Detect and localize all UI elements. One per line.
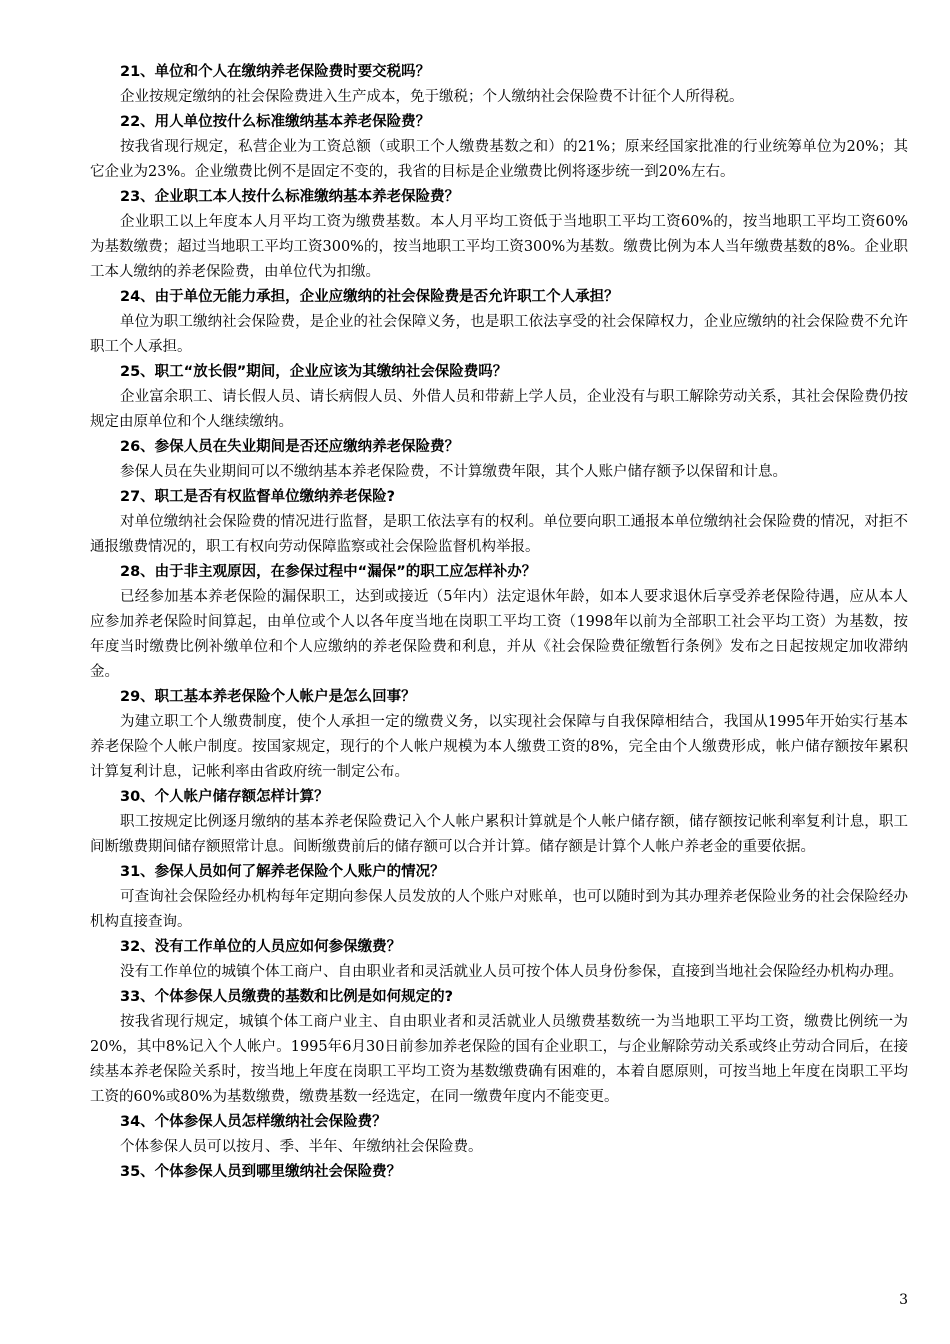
answer-27: 对单位缴纳社会保险费的情况进行监督，是职工依法享有的权利。单位要向职工通报本单位缴纳社会保险费的情况，对拒不通报缴费情况的，职工有权向劳动保障监察或社会保险监督机构举报。 bbox=[90, 514, 908, 555]
question-32: 32、没有工作单位的人员应如何参保缴费？ bbox=[120, 939, 402, 955]
answer-32: 没有工作单位的城镇个体工商户、自由职业者和灵活就业人员可按个体人员身份参保，直接到当地社会保险经办机构办理。 bbox=[120, 964, 903, 980]
document-page bbox=[90, 60, 908, 1185]
question-31: 31、参保人员如何了解养老保险个人账户的情况？ bbox=[120, 864, 445, 880]
answer-29: 为建立职工个人缴费制度，使个人承担一定的缴费义务，以实现社会保障与自我保障相结合，我国从1995年开始实行基本养老保险个人帐户制度。按国家规定，现行的个人帐户规模为本人缴费工资的8%，完全由个人缴费形成，帐户储存额按年累积计算复利计息，记帐利率由省政府统一制定公布。 bbox=[90, 714, 908, 780]
question-22: 22、用人单位按什么标准缴纳基本养老保险费？ bbox=[120, 114, 431, 130]
question-28: 28、由于非主观原因，在参保过程中“漏保”的职工应怎样补办？ bbox=[120, 564, 537, 580]
question-24: 24、由于单位无能力承担，企业应缴纳的社会保险费是否允许职工个人承担？ bbox=[120, 289, 619, 305]
answer-34: 个体参保人员可以按月、季、半年、年缴纳社会保险费。 bbox=[120, 1139, 483, 1155]
question-33: 33、个体参保人员缴费的基数和比例是如何规定的? bbox=[120, 989, 454, 1005]
answer-31: 可查询社会保险经办机构每年定期向参保人员发放的人个账户对账单，也可以随时到为其办理养老保险业务的社会保险经办机构直接查询。 bbox=[90, 889, 908, 930]
answer-33: 按我省现行规定，城镇个体工商户业主、自由职业者和灵活就业人员缴费基数统一为当地职工平均工资，缴费比例统一为20%，其中8%记入个人帐户。1995年6月30日前参加养老保险的国有企业职工，与企业解除劳动关系或终止劳动合同后，在接续基本养老保险关系时，按当地上年度在岗职工平均工资为基数缴费确有困难的，本着自愿原则，可按当地上年度在岗职工平均工资的60%或80%为基数缴费，缴费基数一经选定，在同一缴费年度内不能变更。 bbox=[90, 1014, 908, 1105]
question-34: 34、个体参保人员怎样缴纳社会保险费？ bbox=[120, 1114, 387, 1130]
question-27: 27、职工是否有权监督单位缴纳养老保险? bbox=[120, 489, 396, 505]
question-26: 26、参保人员在失业期间是否还应缴纳养老保险费？ bbox=[120, 439, 460, 455]
answer-28: 已经参加基本养老保险的漏保职工，达到或接近（5年内）法定退休年龄，如本人要求退休后享受养老保险待遇，应从本人应参加养老保险时间算起，由单位或个人以各年度当地在岗职工平均工资（1998年以前为全部职工社会平均工资）为基数，按年度当时缴费比例补缴单位和个人应缴纳的养老保险费和利息，并从《社会保险费征缴暂行条例》发布之日起按规定加收滞纳金。 bbox=[90, 589, 908, 680]
answer-30: 职工按规定比例逐月缴纳的基本养老保险费记入个人帐户累积计算就是个人帐户储存额，储存额按记帐利率复利计息，职工间断缴费期间储存额照常计息。间断缴费前后的储存额可以合并计算。储存额是计算个人帐户养老金的重要依据。 bbox=[90, 814, 908, 855]
answer-26: 参保人员在失业期间可以不缴纳基本养老保险费，不计算缴费年限，其个人账户储存额予以保留和计息。 bbox=[120, 464, 787, 480]
answer-25: 企业富余职工、请长假人员、请长病假人员、外借人员和带薪上学人员，企业没有与职工解除劳动关系，其社会保险费仍按规定由原单位和个人继续缴纳。 bbox=[90, 389, 908, 430]
answer-23: 企业职工以上年度本人月平均工资为缴费基数。本人月平均工资低于当地职工平均工资60%的，按当地职工平均工资60%为基数缴费；超过当地职工平均工资300%的，按当地职工平均工资300%为基数。缴费比例为本人当年缴费基数的8%。企业职工本人缴纳的养老保险费，由单位代为扣缴。 bbox=[90, 214, 908, 280]
answer-21: 企业按规定缴纳的社会保险费进入生产成本，免于缴税；个人缴纳社会保险费不计征个人所得税。 bbox=[120, 89, 744, 105]
question-35: 35、个体参保人员到哪里缴纳社会保险费？ bbox=[120, 1164, 402, 1180]
question-30: 30、个人帐户储存额怎样计算？ bbox=[120, 789, 329, 805]
answer-22: 按我省现行规定，私营企业为工资总额（或职工个人缴费基数之和）的21%；原来经国家批准的行业统筹单位为20%；其它企业为23%。企业缴费比例不是固定不变的，我省的目标是企业缴费比例将逐步统一到20%左右。 bbox=[90, 139, 908, 180]
question-21: 21、单位和个人在缴纳养老保险费时要交税吗？ bbox=[120, 64, 431, 80]
page-number: 3 bbox=[899, 1292, 908, 1308]
question-23: 23、企业职工本人按什么标准缴纳基本养老保险费？ bbox=[120, 189, 460, 205]
answer-24: 单位为职工缴纳社会保险费，是企业的社会保障义务，也是职工依法享受的社会保障权力，企业应缴纳的社会保险费不允许职工个人承担。 bbox=[90, 314, 908, 355]
question-25: 25、职工“放长假”期间，企业应该为其缴纳社会保险费吗？ bbox=[120, 364, 508, 380]
question-29: 29、职工基本养老保险个人帐户是怎么回事？ bbox=[120, 689, 416, 705]
